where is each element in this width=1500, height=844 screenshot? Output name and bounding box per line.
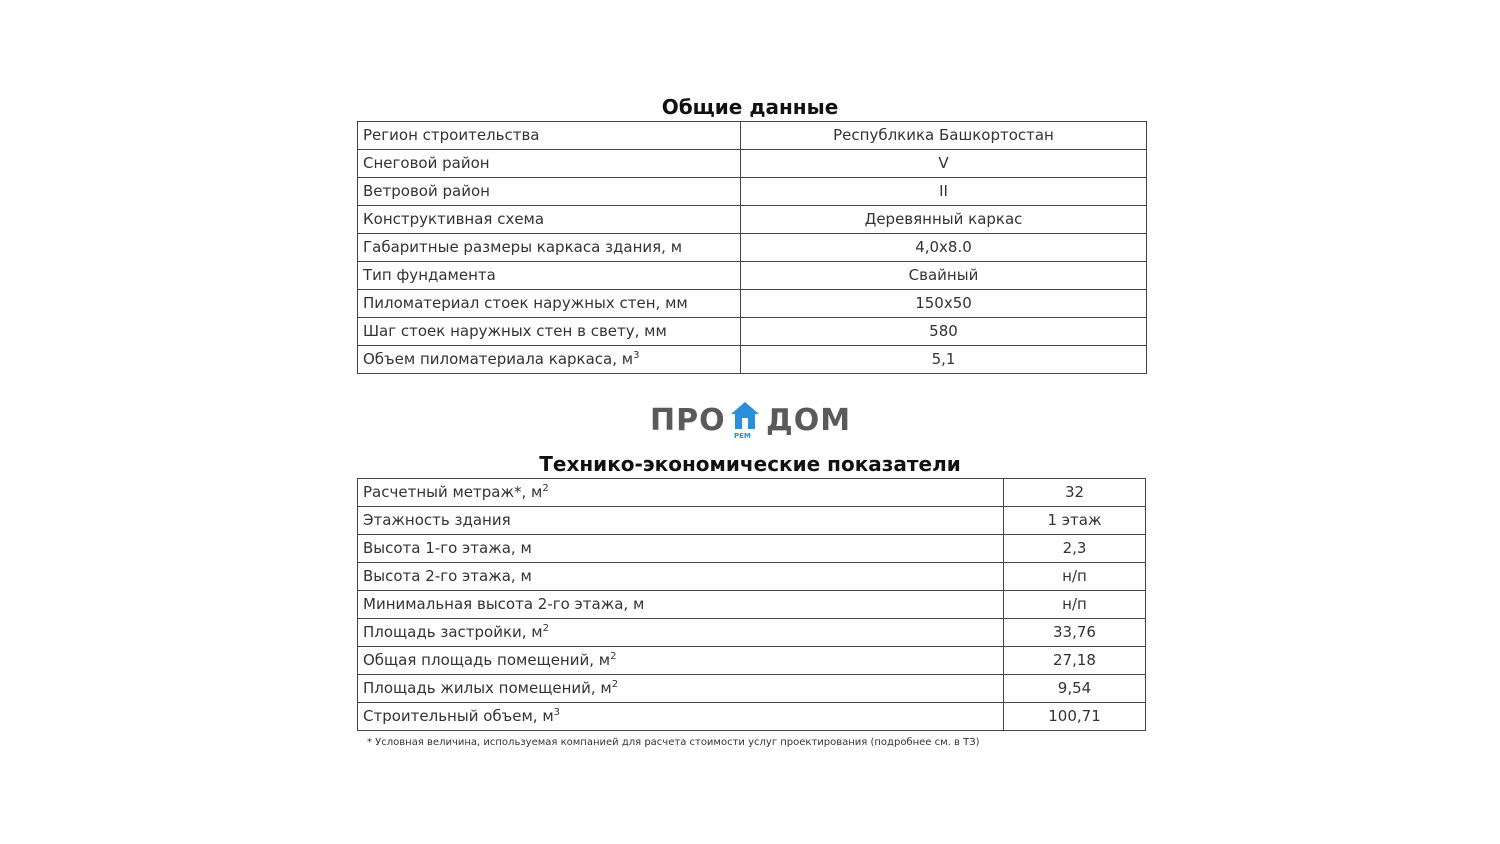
row-label: Габаритные размеры каркаса здания, м bbox=[358, 234, 741, 262]
row-value: II bbox=[741, 178, 1147, 206]
row-value: 9,54 bbox=[1004, 675, 1146, 703]
row-label-text: Расчетный метраж*, м bbox=[363, 483, 543, 501]
row-value: 4,0x8.0 bbox=[741, 234, 1147, 262]
row-value: Деревянный каркас bbox=[741, 206, 1147, 234]
table-row bbox=[358, 479, 1146, 507]
row-value: 5,1 bbox=[741, 346, 1147, 374]
general-data-title: Общие данные bbox=[661, 95, 839, 119]
logo-text-left: ПРО bbox=[650, 403, 726, 438]
table-row bbox=[358, 122, 1147, 150]
table-row bbox=[358, 178, 1147, 206]
row-label: Минимальная высота 2-го этажа, м bbox=[358, 591, 1004, 619]
row-value: 580 bbox=[741, 318, 1147, 346]
row-label bbox=[358, 479, 1004, 507]
row-label: Шаг стоек наружных стен в свету, мм bbox=[358, 318, 741, 346]
row-label-text: Объем пиломатериала каркаса, м bbox=[363, 350, 634, 368]
unit-superscript: 2 bbox=[542, 483, 549, 494]
unit-superscript: 2 bbox=[542, 623, 549, 634]
unit-superscript: 2 bbox=[611, 679, 619, 690]
row-label: Конструктивная схема bbox=[358, 206, 741, 234]
table-row bbox=[358, 262, 1147, 290]
row-label: Пиломатериал стоек наружных стен, мм bbox=[358, 290, 741, 318]
table-row bbox=[358, 563, 1146, 591]
row-value: 150x50 bbox=[741, 290, 1147, 318]
general-data-table bbox=[357, 121, 1147, 374]
row-value: Свайный bbox=[741, 262, 1147, 290]
unit-superscript: 2 bbox=[610, 651, 617, 662]
row-label: Тип фундамента bbox=[358, 262, 741, 290]
tech-indicators-title: Технико-экономические показатели bbox=[539, 452, 961, 476]
row-value: V bbox=[741, 150, 1147, 178]
row-label-text: Общая площадь помещений, м bbox=[363, 651, 611, 669]
row-value: 100,71 bbox=[1004, 703, 1146, 731]
row-label: Снеговой район bbox=[358, 150, 741, 178]
logo-subtext: РЕМ bbox=[734, 432, 751, 440]
table-row bbox=[358, 234, 1147, 262]
logo-text-right: ДОМ bbox=[766, 403, 852, 438]
table-row bbox=[358, 507, 1146, 535]
table-row bbox=[358, 346, 1147, 374]
unit-superscript: 3 bbox=[553, 707, 561, 718]
table-row bbox=[358, 206, 1147, 234]
row-label bbox=[358, 619, 1004, 647]
row-label bbox=[358, 675, 1004, 703]
row-label: Высота 1-го этажа, м bbox=[358, 535, 1004, 563]
row-value: 33,76 bbox=[1004, 619, 1146, 647]
row-value: н/п bbox=[1004, 563, 1146, 591]
row-label-text: Строительный объем, м bbox=[363, 707, 554, 725]
row-label-text: Площадь застройки, м bbox=[363, 623, 543, 641]
table-row bbox=[358, 619, 1146, 647]
table-row bbox=[358, 150, 1147, 178]
table-row bbox=[358, 290, 1147, 318]
row-label: Этажность здания bbox=[358, 507, 1004, 535]
row-value: 32 bbox=[1004, 479, 1146, 507]
row-value: 2,3 bbox=[1004, 535, 1146, 563]
row-label: Ветровой район bbox=[358, 178, 741, 206]
row-label: Высота 2-го этажа, м bbox=[358, 563, 1004, 591]
unit-superscript: 3 bbox=[633, 350, 640, 361]
table-row bbox=[358, 591, 1146, 619]
row-value: 1 этаж bbox=[1004, 507, 1146, 535]
row-value: н/п bbox=[1004, 591, 1146, 619]
row-label bbox=[358, 647, 1004, 675]
table-row bbox=[358, 535, 1146, 563]
footnote: * Условная величина, используемая компанией для расчета стоимости услуг проектирования (подробнее см. в ТЗ) bbox=[367, 737, 980, 748]
row-value: Республкика Башкортостан bbox=[741, 122, 1147, 150]
tech-indicators-table bbox=[357, 478, 1146, 731]
row-label: Регион строительства bbox=[358, 122, 741, 150]
table-row bbox=[358, 318, 1147, 346]
table-row bbox=[358, 703, 1146, 731]
house-icon bbox=[730, 401, 760, 431]
row-label bbox=[358, 346, 741, 374]
row-label bbox=[358, 703, 1004, 731]
row-label-text: Площадь жилых помещений, м bbox=[363, 679, 612, 697]
table-row bbox=[358, 647, 1146, 675]
prodom-logo bbox=[650, 401, 850, 443]
row-value: 27,18 bbox=[1004, 647, 1146, 675]
table-row bbox=[358, 675, 1146, 703]
